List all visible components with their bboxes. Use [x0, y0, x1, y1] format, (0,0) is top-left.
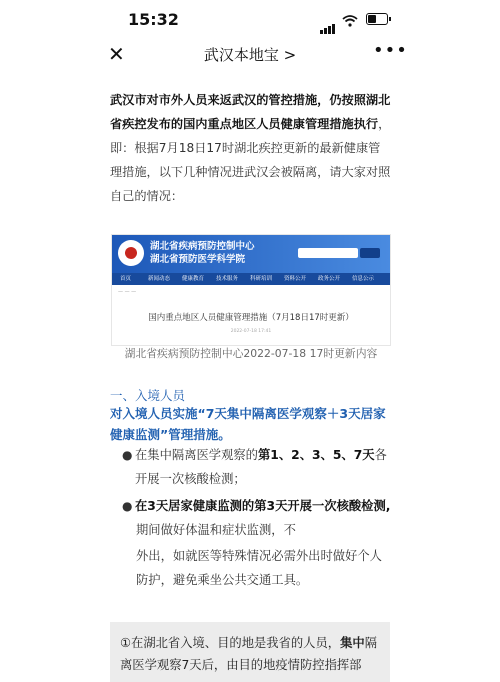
bullet-text: 在集中隔离医学观察的 — [135, 448, 258, 462]
source-caption: 湖北省疾病预防控制中心2022-07-18 17时更新内容 — [124, 347, 378, 360]
battery-icon — [366, 13, 388, 25]
article-screenshot — [111, 234, 391, 346]
box-bold: 集中 — [340, 636, 365, 650]
site-menu-item: 健康教育 — [182, 276, 205, 282]
bullet-continuation-2: 外出，如就医等特殊情况必需外出时做好个人防护，避免乘坐公共交通工具。 — [136, 549, 382, 587]
site-menu-item: 首页 — [120, 276, 132, 282]
box-text: ①在湖北省入境、目的地是我省的人员， — [120, 636, 341, 650]
wifi-icon — [342, 12, 358, 31]
screenshot-article-title: 国内重点地区人员健康管理措施（7月18日17时更新） — [148, 313, 354, 323]
site-menu-item: 新闻动态 — [148, 276, 171, 282]
bullet-icon: ● — [122, 499, 133, 513]
site-name — [150, 240, 255, 266]
site-menu-item: 政务公开 — [318, 276, 341, 282]
site-menu-item: 信息公示 — [352, 276, 375, 282]
site-menu — [112, 273, 390, 285]
screenshot-meta: 2022-07-18 17:41 — [230, 329, 272, 334]
bullet-icon: ● — [122, 448, 133, 462]
signal-icon — [320, 15, 336, 34]
status-bar — [0, 0, 500, 38]
cdc-logo-icon — [118, 240, 144, 266]
close-icon[interactable]: ✕ — [108, 42, 125, 66]
intro-rest: ，即：根据7月18日17时湖北疾控更新的最新健康管理措施，以下几种情况进武汉会被隔离，请大家对照自己的情况： — [110, 117, 391, 203]
nav-bar — [0, 38, 500, 72]
site-menu-item: 资料公开 — [284, 276, 307, 282]
status-time: 15:32 — [128, 10, 179, 29]
site-menu-item: 科研培训 — [250, 276, 273, 282]
bullet-bold: 第1、2、3、5、7天 — [257, 448, 375, 462]
site-name-line2: 湖北省预防医学科学院 — [150, 254, 246, 265]
section-lead: 对入境人员实施“7天集中隔离医学观察＋3天居家健康监测”管理措施。 — [110, 406, 386, 442]
highlight-box — [110, 622, 390, 682]
site-breadcrumb: — — — — [118, 289, 137, 295]
bullet-bold: 在3天居家健康监测的第3天开展一次核酸检测, — [135, 499, 391, 513]
site-name-line1: 湖北省疾病预防控制中心 — [150, 241, 255, 252]
site-search-button — [360, 248, 380, 258]
intro-paragraph — [110, 88, 392, 208]
site-banner — [112, 235, 390, 273]
site-search-input — [298, 248, 358, 258]
page-title[interactable]: 武汉本地宝 > — [203, 46, 297, 64]
bullet-text: 各开展一次核酸检测； — [135, 448, 387, 486]
bullet-continuation-1: 期间做好体温和症状监测，不 — [136, 523, 296, 537]
box-rest: 隔离医学观察7天后，由目的地疫情防控指挥部 — [120, 636, 377, 672]
site-menu-item: 技术服务 — [216, 276, 239, 282]
intro-bold: 武汉市对市外人员来返武汉的管控措施，仍按照湖北省疾控发布的国内重点地区人员健康管理措施执行 — [110, 93, 391, 131]
more-icon[interactable]: ••• — [373, 40, 408, 61]
section-heading: 一、入境人员 — [110, 388, 186, 403]
